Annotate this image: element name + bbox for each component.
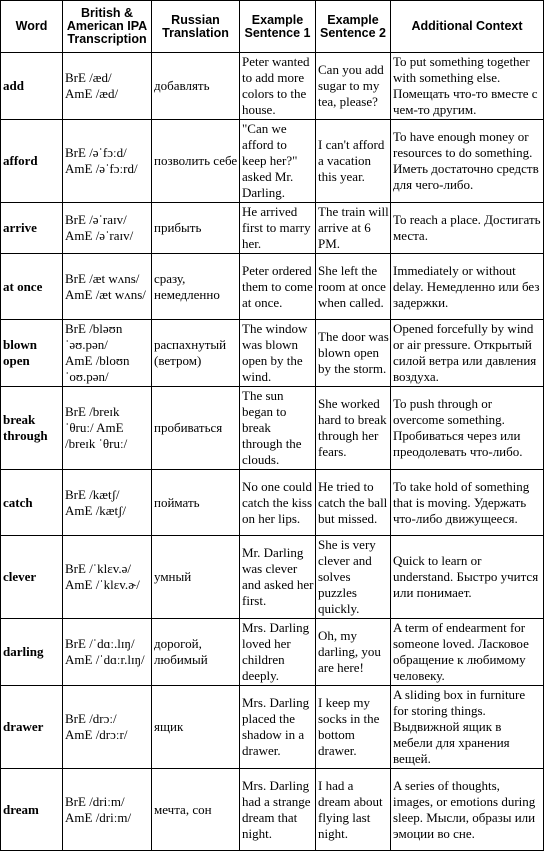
russian-cell: мечта, сон <box>152 769 240 851</box>
word-cell: catch <box>1 470 63 536</box>
ipa-british: BrE /driːm/ <box>65 793 125 809</box>
ipa-american: AmE /kætʃ/ <box>65 502 127 518</box>
table-row <box>1 120 544 203</box>
sentence-1-cell: No one could catch the kiss on her lips. <box>240 470 316 536</box>
sentence-2-cell: She left the room at once when called. <box>316 254 391 320</box>
ipa-american: AmE /əˈfɔːrd/ <box>65 161 138 176</box>
ipa-british: BrE /əˈfɔːd/ <box>65 145 127 160</box>
sentence-1-cell: Mr. Darling was clever and asked her first. <box>240 536 316 619</box>
sentence-1-cell: Mrs. Darling had a strange dream that night. <box>240 769 316 851</box>
word-cell: afford <box>1 120 63 203</box>
sentence-2-cell: I keep my socks in the bottom drawer. <box>316 686 391 769</box>
word-cell: clever <box>1 536 63 619</box>
context-cell: A series of thoughts, images, or emotions during sleep. Мысли, образы или эмоции во сне. <box>391 769 544 851</box>
sentence-2-cell: Can you add sugar to my tea, please? <box>316 53 391 120</box>
ipa-cell <box>63 769 152 851</box>
context-cell: To have enough money or resources to do something. Иметь достаточно средств для чего-либо. <box>391 120 544 203</box>
word-cell: arrive <box>1 203 63 254</box>
word-cell: drawer <box>1 686 63 769</box>
table-row <box>1 536 544 619</box>
ipa-british: BrE /breɪk ˈθruː/ <box>65 404 120 435</box>
word-cell: darling <box>1 619 63 686</box>
ipa-cell <box>63 203 152 254</box>
context-cell: To put something together with something else. Помещать что-то вместе с чем-то другим. <box>391 53 544 120</box>
russian-cell: распахнутый (ветром) <box>152 320 240 387</box>
sentence-1-cell: "Can we afford to keep her?" asked Mr. Darling. <box>240 120 316 203</box>
ipa-american: AmE /æd/ <box>65 86 119 101</box>
ipa-american: AmE /ˈklɛv.ɚ/ <box>65 577 140 592</box>
ipa-british: BrE /ˈdɑː.lɪŋ/ <box>65 636 135 651</box>
table-row <box>1 53 544 120</box>
ipa-british: BrE /æt wʌns/ <box>65 270 140 286</box>
word-cell: dream <box>1 769 63 851</box>
ipa-british: BrE /drɔː/ <box>65 711 117 726</box>
word-cell: at once <box>1 254 63 320</box>
ipa-cell <box>63 254 152 320</box>
context-cell: To push through or overcome something. Пробиваться через или преодолевать что-либо. <box>391 387 544 470</box>
ipa-cell <box>63 53 152 120</box>
ipa-american: AmE /əˈraɪv/ <box>65 228 134 243</box>
header-row <box>1 1 544 53</box>
ipa-american: AmE /breɪk ˈθruː/ <box>65 420 128 451</box>
context-cell: To reach a place. Достигать места. <box>391 203 544 254</box>
sentence-2-cell: Oh, my darling, you are here! <box>316 619 391 686</box>
header-russian: Russian Translation <box>152 1 240 53</box>
sentence-2-cell: She is very clever and solves puzzles quickly. <box>316 536 391 619</box>
ipa-american: AmE /bloʊn ˈoʊ.pən/ <box>65 353 130 384</box>
ipa-cell <box>63 470 152 536</box>
context-cell: A sliding box in furniture for storing things. Выдвижной ящик в мебели для хранения вещей. <box>391 686 544 769</box>
russian-cell: добавлять <box>152 53 240 120</box>
table-row <box>1 254 544 320</box>
russian-cell: дорогой, любимый <box>152 619 240 686</box>
header-ipa: British & American IPA Transcription <box>63 1 152 53</box>
ipa-british: BrE /əˈraɪv/ <box>65 212 127 227</box>
word-cell: add <box>1 53 63 120</box>
context-cell: Immediately or without delay. Немедленно или без задержки. <box>391 254 544 320</box>
sentence-2-cell: The train will arrive at 6 PM. <box>316 203 391 254</box>
sentence-1-cell: Mrs. Darling placed the shadow in a drawer. <box>240 686 316 769</box>
ipa-cell <box>63 320 152 387</box>
russian-cell: умный <box>152 536 240 619</box>
russian-cell: пробиваться <box>152 387 240 470</box>
ipa-cell <box>63 536 152 619</box>
sentence-2-cell: I can't afford a vacation this year. <box>316 120 391 203</box>
ipa-cell <box>63 686 152 769</box>
context-cell: Opened forcefully by wind or air pressure. Открытый силой ветра или давления воздуха. <box>391 320 544 387</box>
russian-cell: прибыть <box>152 203 240 254</box>
ipa-british: BrE /kætʃ/ <box>65 486 120 502</box>
table-row <box>1 686 544 769</box>
sentence-1-cell: The window was blown open by the wind. <box>240 320 316 387</box>
context-cell: Quick to learn or understand. Быстро учится или понимает. <box>391 536 544 619</box>
sentence-2-cell: The door was blown open by the storm. <box>316 320 391 387</box>
russian-cell: позволить себе <box>152 120 240 203</box>
sentence-2-cell: She worked hard to break through her fears. <box>316 387 391 470</box>
table-row <box>1 769 544 851</box>
ipa-british: BrE /ˈklɛv.ə/ <box>65 561 131 576</box>
ipa-cell <box>63 120 152 203</box>
word-cell: break through <box>1 387 63 470</box>
sentence-1-cell: He arrived first to marry her. <box>240 203 316 254</box>
table-row <box>1 320 544 387</box>
ipa-cell <box>63 387 152 470</box>
sentence-1-cell: Mrs. Darling loved her children deeply. <box>240 619 316 686</box>
russian-cell: ящик <box>152 686 240 769</box>
ipa-cell <box>63 619 152 686</box>
table-row <box>1 470 544 536</box>
header-sentence-1: Example Sentence 1 <box>240 1 316 53</box>
context-cell: To take hold of something that is moving. Удержать что-либо движущееся. <box>391 470 544 536</box>
header-word: Word <box>1 1 63 53</box>
table-row <box>1 619 544 686</box>
header-sentence-2: Example Sentence 2 <box>316 1 391 53</box>
ipa-american: AmE /ˈdɑːr.lɪŋ/ <box>65 652 145 667</box>
ipa-british: BrE /æd/ <box>65 70 112 85</box>
header-context: Additional Context <box>391 1 544 53</box>
sentence-1-cell: The sun began to break through the clouds. <box>240 387 316 470</box>
ipa-american: AmE /æt wʌns/ <box>65 286 146 302</box>
sentence-1-cell: Peter ordered them to come at once. <box>240 254 316 320</box>
ipa-british: BrE /bləʊn ˈəʊ.pən/ <box>65 321 123 352</box>
context-cell: A term of endearment for someone loved. Ласковое обращение к любимому человеку. <box>391 619 544 686</box>
ipa-american: AmE /driːm/ <box>65 809 132 825</box>
word-cell: blown open <box>1 320 63 387</box>
russian-cell: сразу, немедленно <box>152 254 240 320</box>
russian-cell: поймать <box>152 470 240 536</box>
table-row <box>1 203 544 254</box>
sentence-1-cell: Peter wanted to add more colors to the house. <box>240 53 316 120</box>
sentence-2-cell: He tried to catch the ball but missed. <box>316 470 391 536</box>
table-row <box>1 387 544 470</box>
sentence-2-cell: I had a dream about flying last night. <box>316 769 391 851</box>
ipa-american: AmE /drɔːr/ <box>65 727 128 742</box>
